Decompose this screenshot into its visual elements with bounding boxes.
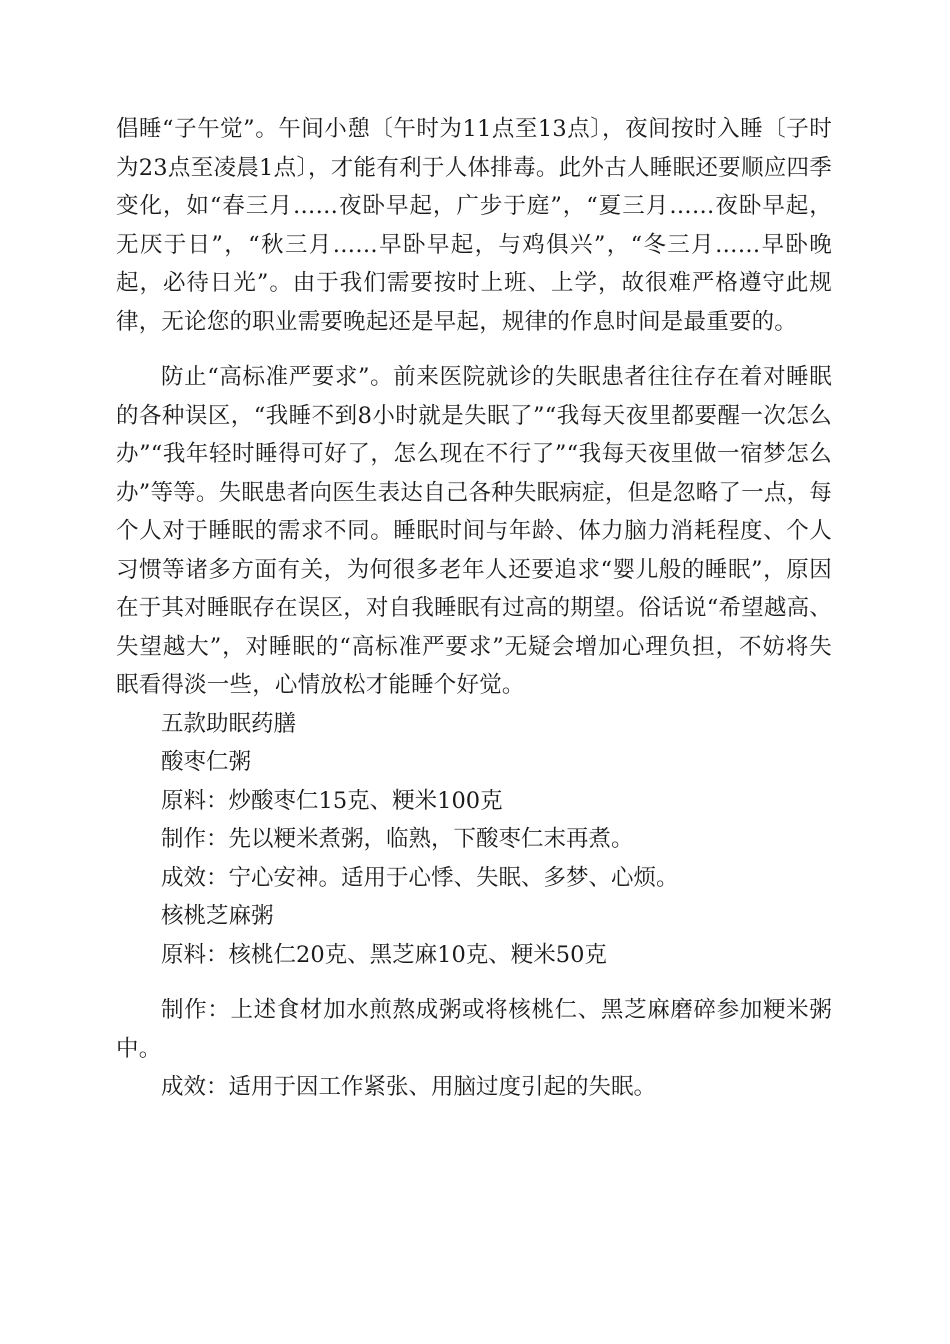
recipe-name: 核桃芝麻粥 (161, 903, 274, 929)
recipe-name: 酸枣仁粥 (161, 749, 252, 775)
recipe-ingredients: 原料：核桃仁20克、黑芝麻10克、粳米50克 (161, 941, 607, 968)
recipe-method: 制作：先以粳米煮粥，临熟，下酸枣仁末再煮。 (161, 826, 634, 852)
recipe-method: 制作：上述食材加水煎熬成粥或将核桃仁、黑芝麻磨碎参加粳米粥中。 (116, 997, 832, 1062)
recipe-effect: 成效：适用于因工作紧张、用脑过度引起的失眠。 (161, 1074, 657, 1100)
paragraph-sleep-rhythm: 倡睡“子午觉”。午间小憩〔午时为11点至13点〕，夜间按时入睡〔子时为23点至凌晨1点〕，才能有利于人体排毒。此外古人睡眠还要顺应四季变化，如“春三月……夜卧早起，广步于庭”，“夏三月……夜卧早起，无厌于日”，“秋三月……早卧早起，与鸡俱兴”，“冬三月……早卧晚起，必待日光”。由于我们需要按时上班、上学，故很难严格遵守此规律，无论您的职业需要晚起还是早起，规律的作息时间是最重要的。 (116, 116, 832, 335)
document-page (116, 110, 832, 1107)
recipe-ingredients: 原料：炒酸枣仁15克、粳米100克 (161, 787, 503, 814)
recipe-effect: 成效：宁心安神。适用于心悸、失眠、多梦、心烦。 (161, 864, 679, 891)
paragraph-high-standards: 防止“高标准严要求”。前来医院就诊的失眠患者往往存在着对睡眠的各种误区，“我睡不到8小时就是失眠了”“我每天夜里都要醒一次怎么办”“我年轻时睡得可好了，怎么现在不行了”“我每天夜里做一宿梦怎么办”等等。失眠患者向医生表达自己各种失眠病症，但是忽略了一点，每个人对于睡眠的需求不同。睡眠时间与年龄、体力脑力消耗程度、个人习惯等诸多方面有关，为何很多老年人还要追求“婴儿般的睡眠”，原因在于其对睡眠存在误区，对自我睡眠有过高的期望。俗话说“希望越高、失望越大”，对睡眠的“高标准严要求”无疑会增加心理负担，不妨将失眠看得淡一些，心情放松才能睡个好觉。 (116, 364, 832, 698)
section-title: 五款助眠药膳 (161, 710, 297, 737)
